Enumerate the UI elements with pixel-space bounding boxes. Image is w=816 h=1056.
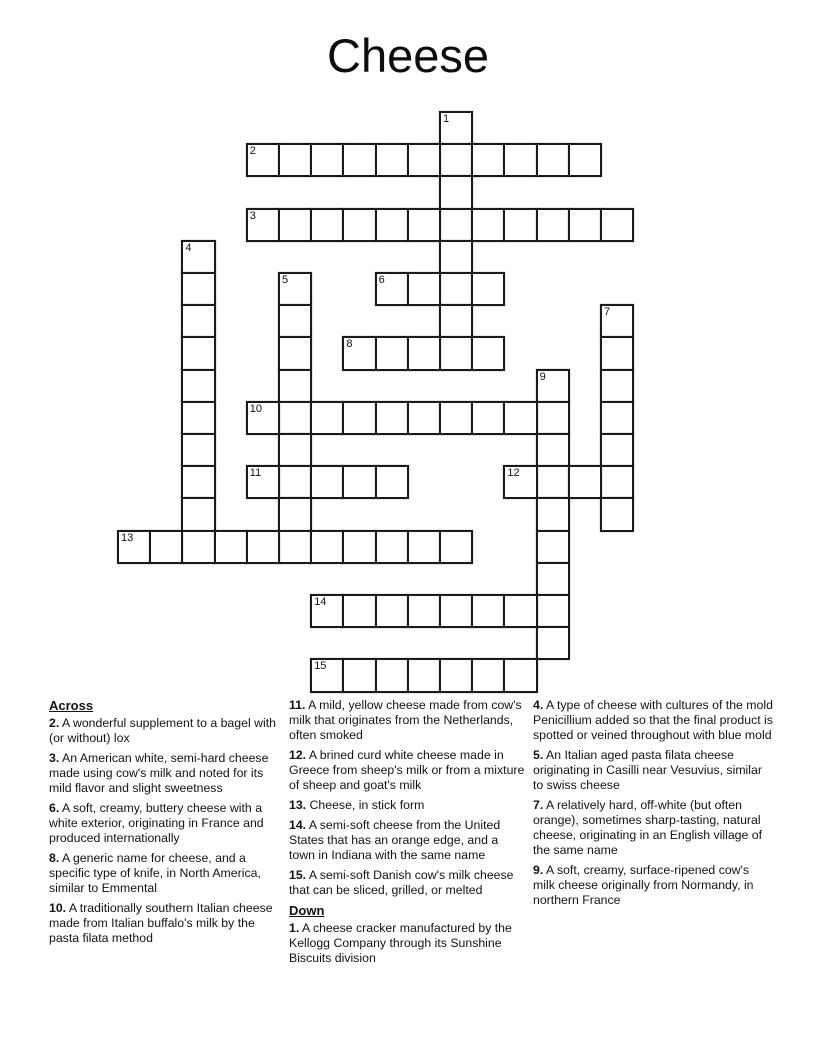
grid-cell[interactable] xyxy=(536,433,570,467)
clue-column xyxy=(533,698,773,913)
clue-section-header: Down xyxy=(289,903,325,918)
grid-cell[interactable] xyxy=(181,401,215,435)
grid-cell[interactable] xyxy=(278,530,312,564)
grid-cell[interactable] xyxy=(278,143,312,177)
cell-number: 11 xyxy=(249,467,262,480)
grid-cell[interactable] xyxy=(536,369,570,403)
grid-cell[interactable] xyxy=(439,175,473,209)
clue-item: 4. A type of cheese with cultures of the mold Penicillium added so that the final product is spotted or veined throughout with blue mold xyxy=(533,698,773,742)
clue-number: 4. xyxy=(533,698,544,712)
grid-cell[interactable] xyxy=(375,143,409,177)
grid-cell[interactable] xyxy=(536,562,570,596)
clue-item: 13. Cheese, in stick form xyxy=(289,798,425,812)
grid-cell[interactable] xyxy=(536,530,570,564)
grid-cell[interactable] xyxy=(407,530,441,564)
cell-number: 2 xyxy=(249,145,256,158)
grid-cell[interactable] xyxy=(181,240,215,274)
cell-number: 7 xyxy=(604,306,611,319)
grid-cell[interactable] xyxy=(310,465,344,499)
grid-cell[interactable] xyxy=(439,111,473,145)
grid-cell[interactable] xyxy=(600,465,634,499)
grid-cell[interactable] xyxy=(600,208,634,242)
grid-cell[interactable] xyxy=(536,594,570,628)
grid-cell[interactable] xyxy=(375,208,409,242)
puzzle-title: Cheese xyxy=(327,29,489,82)
grid-cell[interactable] xyxy=(407,336,441,370)
grid-cell[interactable] xyxy=(278,433,312,467)
grid-cell[interactable] xyxy=(471,143,505,177)
grid-cell[interactable] xyxy=(536,208,570,242)
clue-column xyxy=(49,698,287,951)
grid-cell[interactable] xyxy=(407,272,441,306)
grid-cell[interactable] xyxy=(342,530,376,564)
clue-number: 3. xyxy=(49,751,60,765)
grid-cell[interactable] xyxy=(471,658,505,692)
grid-cell[interactable] xyxy=(278,272,312,306)
clue-number: 12. xyxy=(289,748,307,762)
clue-item: 2. A wonderful supplement to a bagel with (or without) lox xyxy=(49,716,276,745)
grid-cell[interactable] xyxy=(439,272,473,306)
clue-item: 12. A brined curd white cheese made in Greece from sheep's milk or from a mixture of sheep and goat's milk xyxy=(289,748,525,792)
grid-cell[interactable] xyxy=(310,401,344,435)
grid-cell[interactable] xyxy=(278,465,312,499)
grid-cell[interactable] xyxy=(342,336,376,370)
grid-cell[interactable] xyxy=(503,401,537,435)
grid-cell[interactable] xyxy=(310,530,344,564)
clue-item: 7. A relatively hard, off-white (but often orange), sometimes sharp-tasting, natural cheese, originating in an English village of the same name xyxy=(533,798,763,857)
grid-cell[interactable] xyxy=(310,658,344,692)
grid-cell[interactable] xyxy=(181,336,215,370)
grid-cell[interactable] xyxy=(568,208,602,242)
grid-cell[interactable] xyxy=(600,336,634,370)
grid-cell[interactable] xyxy=(600,304,634,338)
grid-cell[interactable] xyxy=(600,401,634,435)
grid-cell[interactable] xyxy=(181,433,215,467)
clue-number: 13. xyxy=(289,798,307,812)
clue-number: 15. xyxy=(289,868,307,882)
grid-cell[interactable] xyxy=(600,369,634,403)
clue-number: 14. xyxy=(289,818,307,832)
grid-cell[interactable] xyxy=(536,626,570,660)
clue-number: 10. xyxy=(49,901,67,915)
grid-cell[interactable] xyxy=(471,272,505,306)
grid-cell[interactable] xyxy=(407,143,441,177)
grid-cell[interactable] xyxy=(407,594,441,628)
grid-cell[interactable] xyxy=(181,530,215,564)
grid-cell[interactable] xyxy=(181,304,215,338)
grid-cell[interactable] xyxy=(407,401,441,435)
grid-cell[interactable] xyxy=(375,465,409,499)
grid-cell[interactable] xyxy=(278,401,312,435)
grid-cell[interactable] xyxy=(342,401,376,435)
grid-cell[interactable] xyxy=(246,401,280,435)
grid-cell[interactable] xyxy=(439,530,473,564)
clue-item: 8. A generic name for cheese, and a specific type of knife, in North America, similar to Emmental xyxy=(49,851,261,895)
clue-item: 6. A soft, creamy, buttery cheese with a white exterior, originating in France and produced internationally xyxy=(49,801,264,845)
clue-number: 8. xyxy=(49,851,60,865)
grid-cell[interactable] xyxy=(536,465,570,499)
cell-number: 13 xyxy=(121,531,134,544)
clue-column xyxy=(289,698,525,971)
grid-cell[interactable] xyxy=(375,272,409,306)
grid-cell[interactable] xyxy=(503,658,537,692)
grid-cell[interactable] xyxy=(471,401,505,435)
grid-cell[interactable] xyxy=(278,336,312,370)
grid-cell[interactable] xyxy=(375,336,409,370)
grid-cell[interactable] xyxy=(600,497,634,531)
grid-cell[interactable] xyxy=(439,336,473,370)
grid-cell[interactable] xyxy=(181,272,215,306)
grid-cell[interactable] xyxy=(503,594,537,628)
cell-number: 3 xyxy=(249,209,256,222)
grid-cell[interactable] xyxy=(568,465,602,499)
grid-cell[interactable] xyxy=(600,433,634,467)
clue-number: 6. xyxy=(49,801,60,815)
clue-item: 1. A cheese cracker manufactured by the Kellogg Company through its Sunshine Biscuits division xyxy=(289,921,512,965)
grid-cell[interactable] xyxy=(278,208,312,242)
grid-cell[interactable] xyxy=(503,143,537,177)
grid-cell[interactable] xyxy=(439,304,473,338)
grid-cell[interactable] xyxy=(439,658,473,692)
grid-cell[interactable] xyxy=(536,143,570,177)
cell-number: 6 xyxy=(378,274,385,286)
cell-number: 14 xyxy=(314,596,327,608)
cell-number: 15 xyxy=(314,660,327,673)
clue-item: 11. A mild, yellow cheese made from cow's milk that originates from the Netherlands, often smoked xyxy=(289,698,522,742)
grid-cell[interactable] xyxy=(278,369,312,403)
grid-cell[interactable] xyxy=(278,304,312,338)
grid-cell[interactable] xyxy=(439,594,473,628)
grid-cell[interactable] xyxy=(342,143,376,177)
grid-cell[interactable] xyxy=(375,530,409,564)
grid-cell[interactable] xyxy=(310,143,344,177)
cell-number: 9 xyxy=(539,370,546,383)
cell-number: 8 xyxy=(346,338,353,351)
grid-cell[interactable] xyxy=(439,240,473,274)
grid-cell[interactable] xyxy=(117,530,151,564)
clue-item: 3. An American white, semi-hard cheese made using cow's milk and noted for its mild flavor and slight sweetness xyxy=(49,751,269,795)
clue-item: 9. A soft, creamy, surface-ripened cow's milk cheese originally from Normandy, in northern France xyxy=(533,863,754,907)
grid-cell[interactable] xyxy=(439,143,473,177)
grid-cell[interactable] xyxy=(439,208,473,242)
grid-cell[interactable] xyxy=(181,497,215,531)
grid-cell[interactable] xyxy=(375,594,409,628)
grid-cell[interactable] xyxy=(342,594,376,628)
clue-number: 2. xyxy=(49,716,60,730)
cell-number: 5 xyxy=(282,274,289,286)
grid-cell[interactable] xyxy=(439,401,473,435)
grid-cell[interactable] xyxy=(375,658,409,692)
grid-cell[interactable] xyxy=(503,208,537,242)
grid-cell[interactable] xyxy=(568,143,602,177)
grid-cell[interactable] xyxy=(536,497,570,531)
grid-cell[interactable] xyxy=(503,465,537,499)
clue-number: 11. xyxy=(289,698,306,712)
grid-cell[interactable] xyxy=(471,336,505,370)
clue-number: 1. xyxy=(289,921,300,935)
clue-number: 7. xyxy=(533,798,544,812)
clue-number: 5. xyxy=(533,748,544,762)
clue-item: 15. A semi-soft Danish cow's milk cheese that can be sliced, grilled, or melted xyxy=(289,868,514,897)
grid-cell[interactable] xyxy=(407,658,441,692)
cell-number: 4 xyxy=(185,241,192,254)
clue-number: 9. xyxy=(533,863,544,877)
grid-cell[interactable] xyxy=(310,594,344,628)
grid-cell[interactable] xyxy=(342,658,376,692)
grid-cell[interactable] xyxy=(375,401,409,435)
grid-cell[interactable] xyxy=(149,530,183,564)
grid-cell[interactable] xyxy=(246,208,280,242)
grid-cell[interactable] xyxy=(246,143,280,177)
grid-cell[interactable] xyxy=(342,208,376,242)
grid-cell[interactable] xyxy=(181,465,215,499)
clue-item: 5. An Italian aged pasta filata cheese originating in Casilli near Vesuvius, similar to swiss cheese xyxy=(533,748,762,792)
cell-number: 12 xyxy=(507,467,520,480)
grid-cell[interactable] xyxy=(342,465,376,499)
grid-cell[interactable] xyxy=(471,594,505,628)
grid-cell[interactable] xyxy=(278,497,312,531)
clue-item: 14. A semi-soft cheese from the United States that has an orange edge, and a town in Indiana with the same name xyxy=(289,818,501,862)
grid-cell[interactable] xyxy=(246,530,280,564)
grid-cell[interactable] xyxy=(407,208,441,242)
cell-number: 10 xyxy=(249,402,263,415)
grid-cell[interactable] xyxy=(471,208,505,242)
clue-section-header: Across xyxy=(49,698,94,713)
grid-cell[interactable] xyxy=(181,369,215,403)
grid-cell[interactable] xyxy=(246,465,280,499)
grid-cell[interactable] xyxy=(310,208,344,242)
clue-item: 10. A traditionally southern Italian cheese made from Italian buffalo's milk by the pasta filata method xyxy=(49,901,273,945)
cell-number: 1 xyxy=(443,113,450,125)
grid-cell[interactable] xyxy=(536,401,570,435)
grid-cell[interactable] xyxy=(214,530,248,564)
